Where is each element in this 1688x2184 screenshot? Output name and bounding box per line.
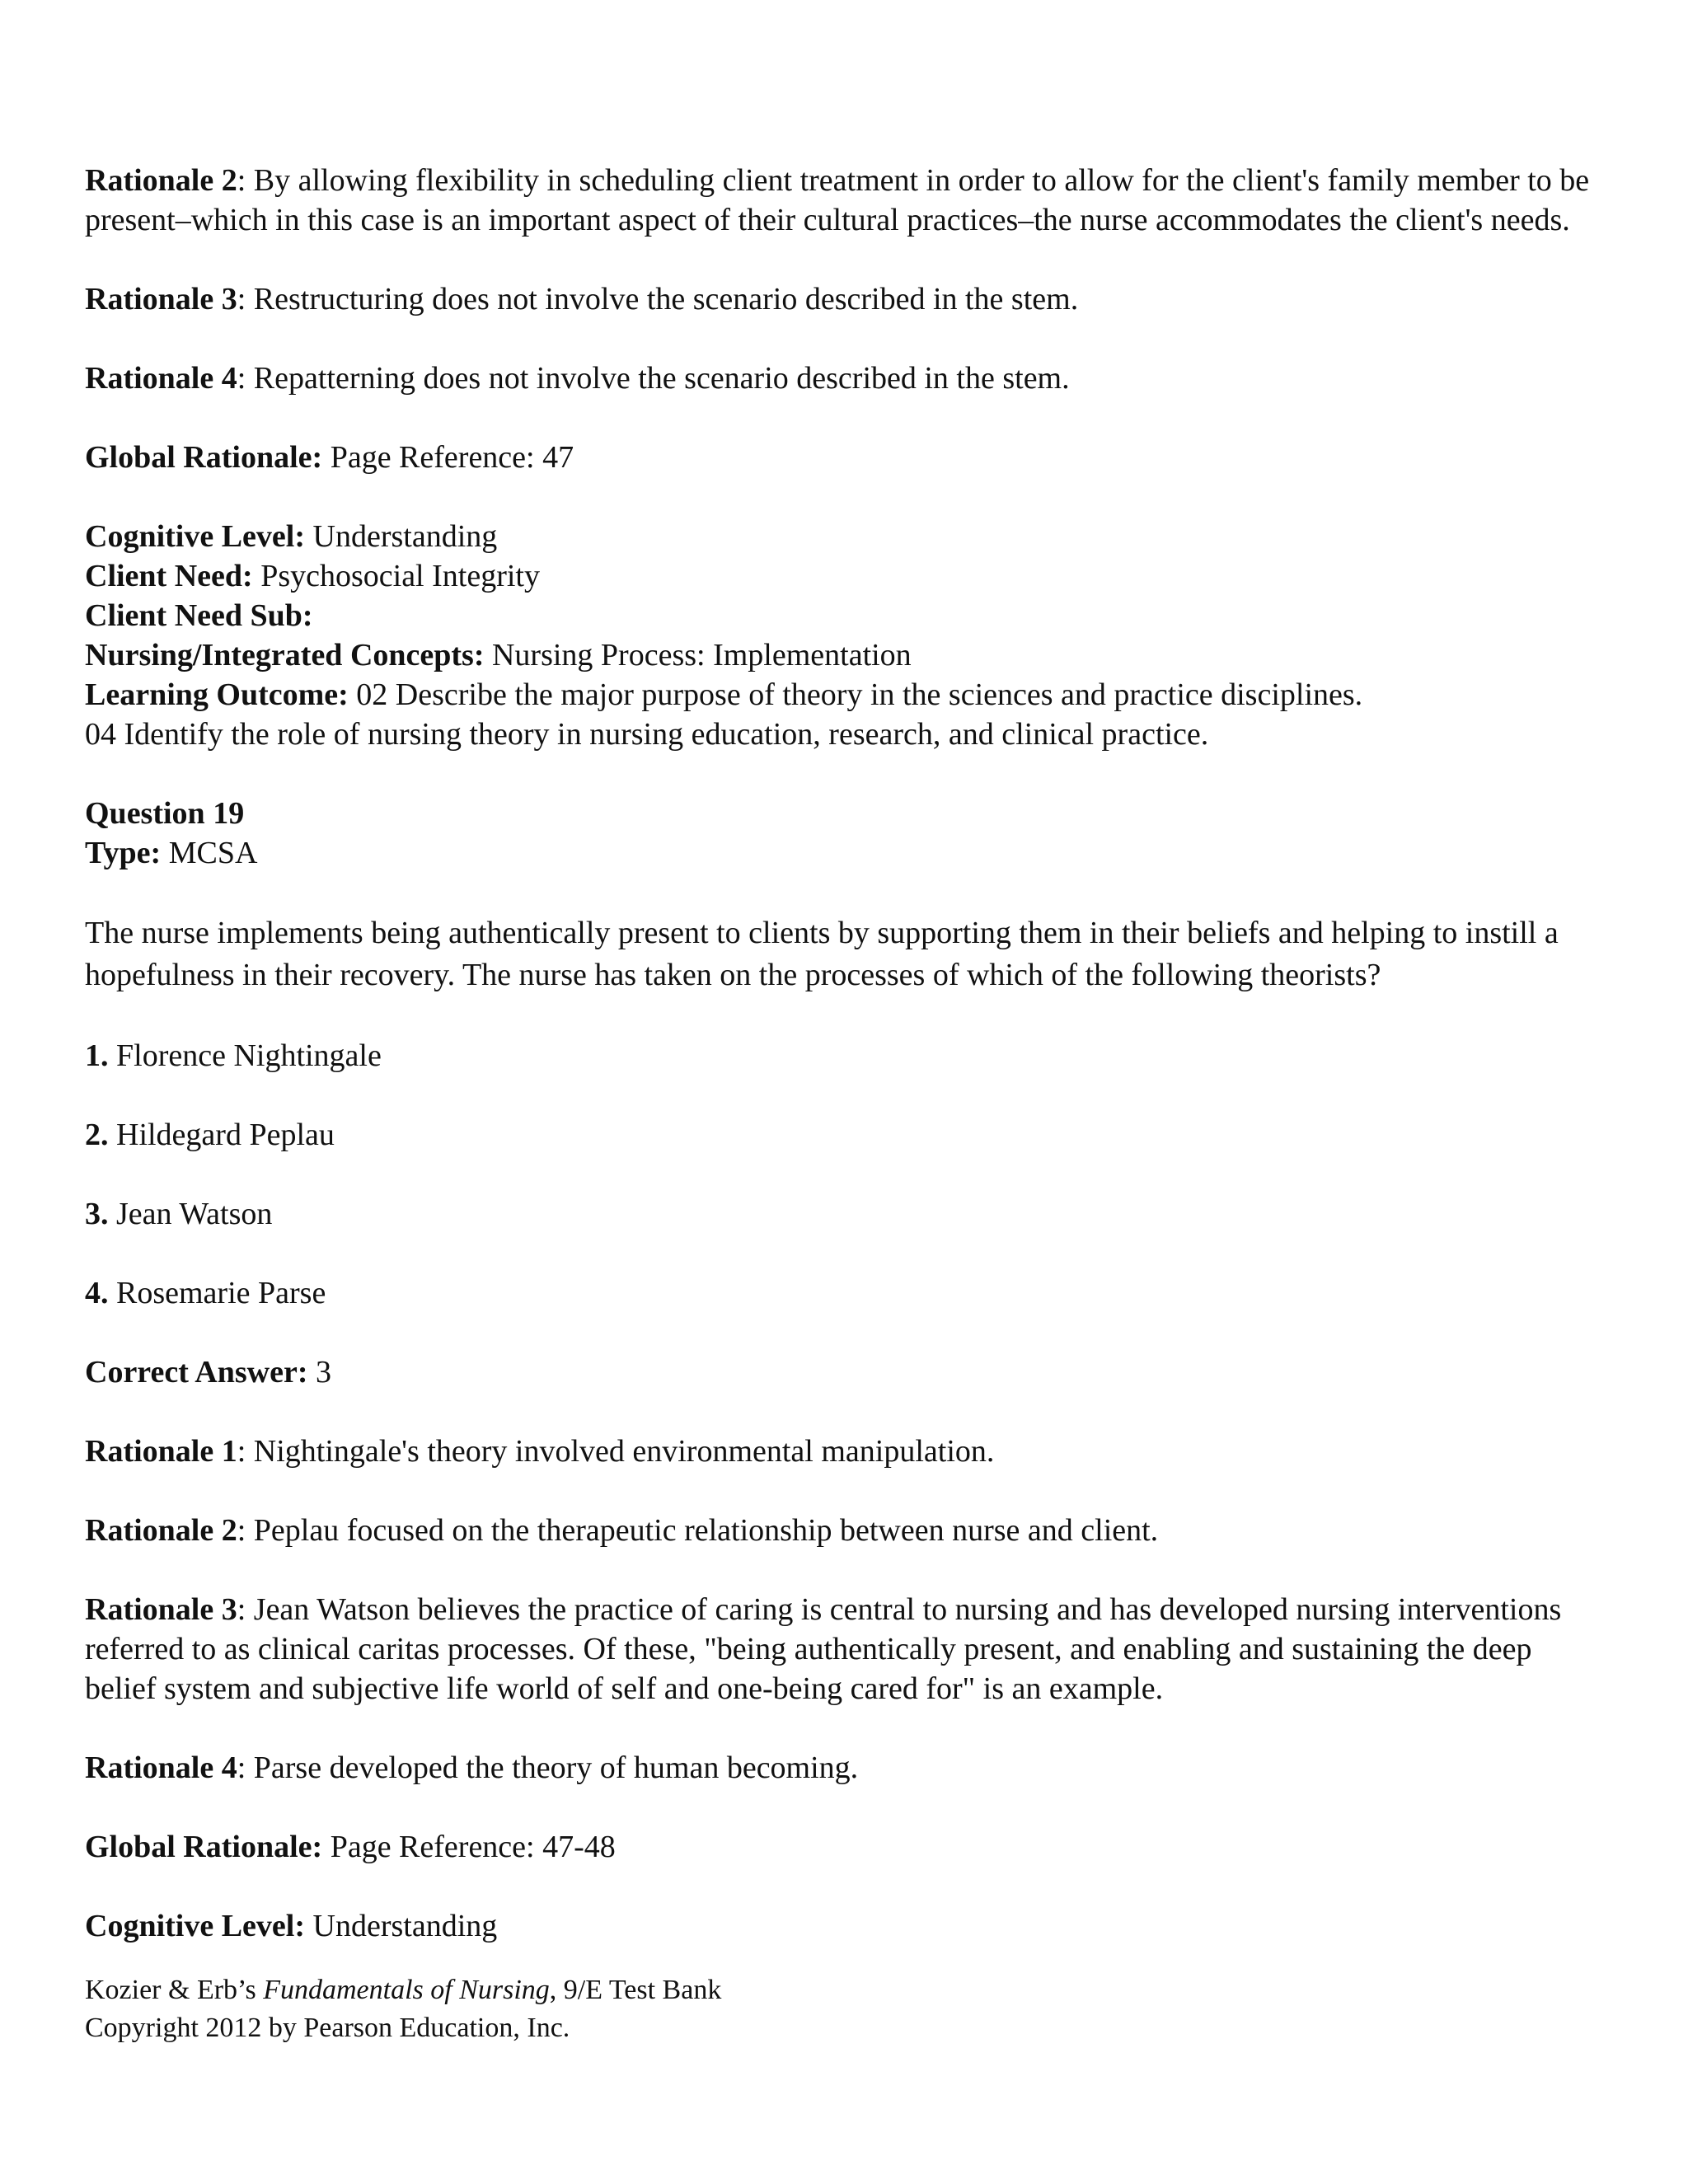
rationale-label: Rationale 3 bbox=[85, 282, 237, 316]
metadata-value: Psychosocial Integrity bbox=[252, 559, 540, 593]
rationale-paragraph bbox=[85, 1511, 1610, 1550]
cognitive-level bbox=[85, 1906, 1610, 1946]
rationale-text: : Restructuring does not involve the scenario described in the stem. bbox=[237, 282, 1079, 316]
rationale-text: : By allowing flexibility in scheduling client treatment in order to allow for the client's family member to be present–which in this case is an important aspect of their cultural practices–the nurse accommodates the client's needs. bbox=[85, 163, 1590, 237]
metadata-value: 02 Describe the major purpose of theory in the sciences and practice disciplines. bbox=[348, 677, 1363, 712]
metadata-value: Understanding bbox=[305, 519, 498, 554]
question-number: Question 19 bbox=[85, 796, 245, 831]
rationale-label: Rationale 2 bbox=[85, 163, 237, 198]
cognitive-level-value: Understanding bbox=[305, 1909, 498, 1943]
rationale-text: : Peplau focused on the therapeutic relationship between nurse and client. bbox=[237, 1513, 1159, 1548]
metadata-block bbox=[85, 517, 1610, 754]
option-text: Jean Watson bbox=[108, 1197, 273, 1231]
question-type-value: MCSA bbox=[161, 836, 258, 870]
option-number: 1. bbox=[85, 1038, 109, 1073]
rationale-label: Rationale 4 bbox=[85, 361, 237, 396]
global-rationale bbox=[85, 1827, 1610, 1867]
rationale-text: : Parse developed the theory of human becoming. bbox=[237, 1750, 859, 1785]
rationale-text: : Repatterning does not involve the scenario described in the stem. bbox=[237, 361, 1070, 396]
footer-copyright: Copyright 2012 by Pearson Education, Inc. bbox=[85, 2013, 570, 2043]
document-page bbox=[85, 161, 1610, 1946]
question-type bbox=[85, 833, 1610, 873]
rationale-label: Rationale 1 bbox=[85, 1434, 237, 1469]
rationale-paragraph bbox=[85, 359, 1610, 398]
rationale-text: : Nightingale's theory involved environmental manipulation. bbox=[237, 1434, 995, 1469]
option-text: Hildegard Peplau bbox=[108, 1118, 335, 1152]
option-number: 2. bbox=[85, 1118, 109, 1152]
option-number: 3. bbox=[85, 1197, 109, 1231]
rationale-text: : Jean Watson believes the practice of caring is central to nursing and has developed nursing interventions referred to as clinical caritas processes. Of these, "being authentically present, and enabling and sustaining the deep belief system and subjective life world of self and one-being cared for" is an example. bbox=[85, 1592, 1562, 1706]
rationale-label: Rationale 2 bbox=[85, 1513, 237, 1548]
book-title: Fundamentals of Nursing bbox=[263, 1975, 550, 2005]
rationale-paragraph bbox=[85, 1590, 1610, 1708]
metadata-value: Nursing Process: Implementation bbox=[484, 638, 912, 673]
metadata-line bbox=[85, 635, 1610, 675]
page-footer bbox=[85, 1971, 1610, 2047]
answer-option bbox=[85, 1194, 1610, 1234]
metadata-label: Learning Outcome: bbox=[85, 677, 349, 712]
correct-answer bbox=[85, 1352, 1610, 1392]
learning-outcome-continuation: 04 Identify the role of nursing theory in nursing education, research, and clinical practice. bbox=[85, 717, 1209, 752]
metadata-label: Cognitive Level: bbox=[85, 519, 306, 554]
answer-option bbox=[85, 1273, 1610, 1313]
metadata-label: Client Need Sub: bbox=[85, 598, 313, 633]
rationale-label: Rationale 3 bbox=[85, 1592, 237, 1627]
cognitive-level-label: Cognitive Level: bbox=[85, 1909, 306, 1943]
rationale-label: Rationale 4 bbox=[85, 1750, 237, 1785]
metadata-label: Nursing/Integrated Concepts: bbox=[85, 638, 485, 673]
rationale-paragraph bbox=[85, 279, 1610, 319]
correct-answer-value: 3 bbox=[307, 1355, 331, 1390]
option-text: Rosemarie Parse bbox=[108, 1276, 326, 1310]
metadata-line bbox=[85, 675, 1610, 715]
question-type-label: Type: bbox=[85, 836, 162, 870]
answer-option bbox=[85, 1115, 1610, 1155]
question-stem: The nurse implements being authentically present to clients by supporting them in their beliefs and helping to instill a hopefulness in their recovery. The nurse has taken on the processes of which of the following theorists? bbox=[85, 916, 1559, 992]
footer-source-line: Kozier & Erb’s Fundamentals of Nursing, 9/E Test Bank bbox=[85, 1975, 722, 2005]
rationale-paragraph bbox=[85, 1748, 1610, 1788]
global-rationale-value: Page Reference: 47-48 bbox=[322, 1830, 616, 1864]
option-text: Florence Nightingale bbox=[108, 1038, 382, 1073]
rationale-paragraph bbox=[85, 161, 1610, 240]
answer-option bbox=[85, 1036, 1610, 1076]
metadata-label: Client Need: bbox=[85, 559, 253, 593]
rationale-paragraph bbox=[85, 1432, 1610, 1471]
global-rationale bbox=[85, 438, 1610, 477]
global-rationale-value: Page Reference: 47 bbox=[322, 440, 574, 475]
global-rationale-label: Global Rationale: bbox=[85, 1830, 323, 1864]
metadata-line bbox=[85, 596, 1610, 635]
metadata-line bbox=[85, 517, 1610, 556]
metadata-line bbox=[85, 556, 1610, 596]
global-rationale-label: Global Rationale: bbox=[85, 440, 323, 475]
correct-answer-label: Correct Answer: bbox=[85, 1355, 308, 1390]
option-number: 4. bbox=[85, 1276, 109, 1310]
